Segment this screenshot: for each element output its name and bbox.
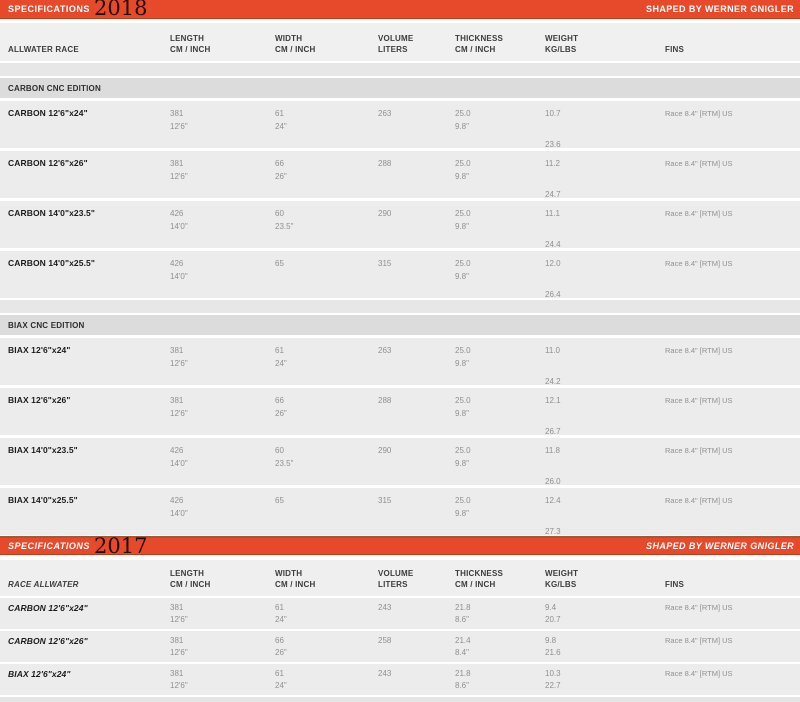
- weight-cell: [545, 151, 665, 201]
- col-header-thickness-2018: [455, 23, 545, 61]
- thickness-cell: [455, 251, 545, 301]
- thickness-cell: [455, 101, 545, 151]
- length-inch-value: 14'0": [170, 509, 188, 518]
- shaper-credit-2017: SHAPED BY WERNER GNIGLER: [646, 541, 794, 551]
- thickness-cell: [455, 438, 545, 488]
- weight-lbs-value: 24.2: [545, 377, 561, 386]
- thickness-inch-value: 8.6": [455, 681, 469, 690]
- model-cell: [8, 101, 170, 151]
- col-header-length-line1: LENGTH: [170, 569, 205, 578]
- length-cm-value: 381: [170, 159, 184, 168]
- fins-cell: [665, 631, 800, 662]
- col-header-width-line1: WIDTH: [275, 34, 303, 43]
- spec-table-row: [0, 151, 800, 198]
- col-header-model-label: RACE ALLWATER: [8, 580, 79, 589]
- model-cell: [8, 338, 170, 388]
- spec-table-row: [0, 631, 800, 662]
- thickness-cm-value: 25.0: [455, 209, 471, 218]
- weight-kg-value: 12.1: [545, 396, 561, 405]
- length-cell: [170, 338, 275, 388]
- col-header-length-line2: CM / INCH: [170, 45, 211, 54]
- col-header-volume-line2: LITERS: [378, 580, 408, 589]
- weight-lbs-value: 26.0: [545, 477, 561, 486]
- col-header-fins-label: FINS: [665, 580, 685, 589]
- col-header-weight-line1: WEIGHT: [545, 569, 579, 578]
- length-cell: [170, 438, 275, 488]
- fins-value: Race 8.4" [RTM] US: [665, 109, 733, 118]
- weight-cell: [545, 598, 665, 629]
- volume-cell: [378, 201, 455, 251]
- col-header-model-label: ALLWATER RACE: [8, 45, 79, 54]
- thickness-inch-value: 8.4": [455, 648, 469, 657]
- volume-cell: [378, 488, 455, 538]
- width-inch-value: 24": [275, 615, 287, 624]
- model-name: BIAX 14'0"x23.5": [8, 445, 78, 455]
- width-cell: [275, 598, 378, 629]
- fins-value: Race 8.4" [RTM] US: [665, 446, 733, 455]
- weight-cell: [545, 251, 665, 301]
- col-header-width-line2: CM / INCH: [275, 580, 316, 589]
- volume-value: 263: [378, 109, 392, 118]
- weight-lbs-value: 27.3: [545, 527, 561, 536]
- model-cell: [8, 438, 170, 488]
- column-header-row-2017: [0, 560, 800, 596]
- section-bar-2018: [0, 0, 800, 19]
- length-cm-value: 426: [170, 209, 184, 218]
- volume-value: 263: [378, 346, 392, 355]
- fins-value: Race 8.4" [RTM] US: [665, 496, 733, 505]
- col-header-weight-line2: KG/LBS: [545, 45, 577, 54]
- model-cell: [8, 664, 170, 695]
- fins-cell: [665, 488, 800, 538]
- thickness-cell: [455, 388, 545, 438]
- model-name: CARBON 12'6"x26": [8, 636, 88, 646]
- length-inch-value: 12'6": [170, 615, 188, 624]
- model-name: BIAX 12'6"x24": [8, 345, 71, 355]
- fins-value: Race 8.4" [RTM] US: [665, 259, 733, 268]
- spec-table-row: [0, 201, 800, 248]
- volume-cell: [378, 101, 455, 151]
- col-header-volume-2018: [378, 23, 455, 61]
- col-header-volume-line2: LITERS: [378, 45, 408, 54]
- col-header-width-line2: CM / INCH: [275, 45, 316, 54]
- width-cm-value: 65: [275, 259, 284, 268]
- weight-kg-value: 11.1: [545, 209, 560, 218]
- model-name: BIAX 14'0"x25.5": [8, 495, 78, 505]
- col-header-length-2018: [170, 23, 275, 61]
- group-header-label: CARBON CNC EDITION: [8, 83, 101, 93]
- spec-table-row: [0, 388, 800, 435]
- col-header-thickness-line1: THICKNESS: [455, 34, 504, 43]
- width-cell: [275, 151, 378, 201]
- spec-table-row: [0, 438, 800, 485]
- col-header-model-2017: [8, 560, 170, 596]
- width-inch-value: 24": [275, 359, 287, 368]
- thickness-cm-value: 25.0: [455, 446, 471, 455]
- weight-cell: [545, 488, 665, 538]
- spec-table-row: [0, 251, 800, 298]
- length-cell: [170, 664, 275, 695]
- width-inch-value: 24": [275, 681, 287, 690]
- column-header-row-2018: [0, 23, 800, 61]
- thickness-cm-value: 21.4: [455, 636, 471, 645]
- col-header-weight-2018: [545, 23, 665, 61]
- thickness-cell: [455, 631, 545, 662]
- weight-lbs-value: 22.7: [545, 681, 561, 690]
- length-cell: [170, 598, 275, 629]
- volume-cell: [378, 338, 455, 388]
- weight-cell: [545, 664, 665, 695]
- col-header-thickness-line2: CM / INCH: [455, 580, 496, 589]
- model-name: CARBON 12'6"x24": [8, 603, 88, 613]
- width-inch-value: 26": [275, 409, 287, 418]
- thickness-cm-value: 25.0: [455, 259, 471, 268]
- col-header-weight-line2: KG/LBS: [545, 580, 577, 589]
- length-cm-value: 426: [170, 496, 184, 505]
- length-cm-value: 426: [170, 446, 184, 455]
- length-cm-value: 426: [170, 259, 184, 268]
- thickness-cell: [455, 338, 545, 388]
- weight-cell: [545, 388, 665, 438]
- col-header-volume-line1: VOLUME: [378, 34, 414, 43]
- thickness-cm-value: 21.8: [455, 603, 471, 612]
- volume-value: 315: [378, 259, 392, 268]
- col-header-fins-label: FINS: [665, 45, 685, 54]
- width-cell: [275, 338, 378, 388]
- weight-kg-value: 12.0: [545, 259, 561, 268]
- spacer-strip: [0, 63, 800, 76]
- spec-table-row: [0, 664, 800, 695]
- spec-table-row: [0, 338, 800, 385]
- section-bar-2017: [0, 534, 800, 558]
- volume-value: 243: [378, 603, 392, 612]
- width-cm-value: 65: [275, 496, 284, 505]
- length-inch-value: 12'6": [170, 648, 188, 657]
- volume-value: 288: [378, 396, 392, 405]
- length-inch-value: 14'0": [170, 222, 188, 231]
- length-cell: [170, 631, 275, 662]
- weight-cell: [545, 338, 665, 388]
- length-inch-value: 14'0": [170, 459, 188, 468]
- model-cell: [8, 488, 170, 538]
- length-cell: [170, 388, 275, 438]
- shaper-credit-2018: SHAPED BY WERNER GNIGLER: [646, 4, 794, 14]
- thickness-cell: [455, 664, 545, 695]
- width-cell: [275, 251, 378, 301]
- thickness-cm-value: 21.8: [455, 669, 471, 678]
- fins-value: Race 8.4" [RTM] US: [665, 159, 733, 168]
- group-header-row: [0, 315, 800, 335]
- thickness-inch-value: 9.8": [455, 222, 469, 231]
- spec-table-row: [0, 488, 800, 535]
- weight-kg-value: 11.8: [545, 446, 560, 455]
- model-cell: [8, 631, 170, 662]
- width-cm-value: 61: [275, 346, 284, 355]
- width-cm-value: 61: [275, 669, 284, 678]
- volume-cell: [378, 631, 455, 662]
- width-inch-value: 24": [275, 122, 287, 131]
- width-inch-value: 23.5": [275, 459, 294, 468]
- weight-cell: [545, 101, 665, 151]
- model-cell: [8, 598, 170, 629]
- width-cm-value: 61: [275, 109, 284, 118]
- width-cell: [275, 388, 378, 438]
- thickness-inch-value: 9.8": [455, 409, 469, 418]
- thickness-cell: [455, 151, 545, 201]
- fins-cell: [665, 201, 800, 251]
- thickness-inch-value: 9.8": [455, 459, 469, 468]
- volume-cell: [378, 388, 455, 438]
- col-header-thickness-line2: CM / INCH: [455, 45, 496, 54]
- fins-value: Race 8.4" [RTM] US: [665, 603, 733, 612]
- col-header-thickness-line1: THICKNESS: [455, 569, 504, 578]
- weight-lbs-value: 24.7: [545, 190, 561, 199]
- length-inch-value: 14'0": [170, 272, 188, 281]
- volume-value: 315: [378, 496, 392, 505]
- thickness-inch-value: 8.6": [455, 615, 469, 624]
- thickness-inch-value: 9.8": [455, 509, 469, 518]
- model-name: BIAX 12'6"x26": [8, 395, 71, 405]
- weight-lbs-value: 26.7: [545, 427, 561, 436]
- width-cm-value: 66: [275, 396, 284, 405]
- col-header-model-2018: [8, 23, 170, 61]
- volume-cell: [378, 598, 455, 629]
- length-cell: [170, 101, 275, 151]
- fins-cell: [665, 664, 800, 695]
- table-body-2018: [0, 63, 800, 535]
- volume-value: 290: [378, 446, 392, 455]
- width-inch-value: 26": [275, 172, 287, 181]
- length-cm-value: 381: [170, 396, 184, 405]
- width-cell: [275, 631, 378, 662]
- spec-table-row: [0, 598, 800, 629]
- length-cm-value: 381: [170, 109, 184, 118]
- length-inch-value: 12'6": [170, 359, 188, 368]
- col-header-volume-line1: VOLUME: [378, 569, 414, 578]
- weight-cell: [545, 631, 665, 662]
- group-header-label: BIAX CNC EDITION: [8, 320, 85, 330]
- width-cell: [275, 201, 378, 251]
- model-cell: [8, 388, 170, 438]
- fins-value: Race 8.4" [RTM] US: [665, 636, 733, 645]
- weight-kg-value: 11.2: [545, 159, 560, 168]
- length-cm-value: 381: [170, 346, 184, 355]
- length-cell: [170, 488, 275, 538]
- thickness-cell: [455, 488, 545, 538]
- model-name: BIAX 12'6"x24": [8, 669, 71, 679]
- volume-cell: [378, 438, 455, 488]
- col-header-width-line1: WIDTH: [275, 569, 303, 578]
- fins-cell: [665, 101, 800, 151]
- col-header-fins-2017: [665, 560, 800, 596]
- model-name: CARBON 12'6"x26": [8, 158, 88, 168]
- col-header-thickness-2017: [455, 560, 545, 596]
- width-cell: [275, 438, 378, 488]
- weight-lbs-value: 24.4: [545, 240, 561, 249]
- weight-kg-value: 9.4: [545, 603, 557, 612]
- fins-cell: [665, 598, 800, 629]
- col-header-volume-2017: [378, 560, 455, 596]
- fins-value: Race 8.4" [RTM] US: [665, 669, 733, 678]
- col-header-length-2017: [170, 560, 275, 596]
- group-header-row: [0, 78, 800, 98]
- thickness-cell: [455, 201, 545, 251]
- weight-lbs-value: 20.7: [545, 615, 561, 624]
- fins-value: Race 8.4" [RTM] US: [665, 396, 733, 405]
- model-name: CARBON 14'0"x25.5": [8, 258, 95, 268]
- weight-kg-value: 9.8: [545, 636, 557, 645]
- volume-value: 243: [378, 669, 392, 678]
- length-inch-value: 12'6": [170, 681, 188, 690]
- width-cell: [275, 488, 378, 538]
- col-header-length-line1: LENGTH: [170, 34, 205, 43]
- specifications-label-2018: SPECIFICATIONS: [8, 4, 90, 14]
- model-name: CARBON 12'6"x24": [8, 108, 88, 118]
- model-name: CARBON 14'0"x23.5": [8, 208, 95, 218]
- weight-lbs-value: 23.6: [545, 140, 561, 149]
- thickness-cm-value: 25.0: [455, 496, 471, 505]
- width-inch-value: 23.5": [275, 222, 294, 231]
- length-cm-value: 381: [170, 603, 184, 612]
- col-header-width-2017: [275, 560, 378, 596]
- specifications-label-2017: SPECIFICATIONS: [8, 541, 90, 551]
- weight-cell: [545, 438, 665, 488]
- volume-cell: [378, 664, 455, 695]
- volume-value: 258: [378, 636, 392, 645]
- weight-lbs-value: 26.4: [545, 290, 561, 299]
- table-body-2017: [0, 598, 800, 695]
- fins-cell: [665, 251, 800, 301]
- model-cell: [8, 151, 170, 201]
- fins-cell: [665, 388, 800, 438]
- fins-cell: [665, 338, 800, 388]
- spacer-strip: [0, 300, 800, 313]
- volume-value: 288: [378, 159, 392, 168]
- length-inch-value: 12'6": [170, 409, 188, 418]
- volume-value: 290: [378, 209, 392, 218]
- thickness-cm-value: 25.0: [455, 159, 471, 168]
- length-cm-value: 381: [170, 636, 184, 645]
- thickness-cm-value: 25.0: [455, 396, 471, 405]
- thickness-inch-value: 9.8": [455, 172, 469, 181]
- length-cm-value: 381: [170, 669, 184, 678]
- spec-table-row: [0, 101, 800, 148]
- year-label-2017: 2017: [94, 534, 148, 558]
- width-cm-value: 66: [275, 636, 284, 645]
- width-cell: [275, 664, 378, 695]
- width-inch-value: 26": [275, 648, 287, 657]
- weight-kg-value: 10.7: [545, 109, 561, 118]
- col-header-length-line2: CM / INCH: [170, 580, 211, 589]
- col-header-width-2018: [275, 23, 378, 61]
- fins-value: Race 8.4" [RTM] US: [665, 209, 733, 218]
- model-cell: [8, 201, 170, 251]
- volume-cell: [378, 151, 455, 201]
- length-inch-value: 12'6": [170, 122, 188, 131]
- weight-kg-value: 10.3: [545, 669, 561, 678]
- width-cell: [275, 101, 378, 151]
- weight-kg-value: 12.4: [545, 496, 561, 505]
- weight-cell: [545, 201, 665, 251]
- thickness-cm-value: 25.0: [455, 346, 471, 355]
- thickness-cell: [455, 598, 545, 629]
- thickness-inch-value: 9.8": [455, 272, 469, 281]
- length-cell: [170, 151, 275, 201]
- year-label-2018: 2018: [94, 0, 148, 20]
- weight-lbs-value: 21.6: [545, 648, 561, 657]
- thickness-inch-value: 9.8": [455, 122, 469, 131]
- col-header-fins-2018: [665, 23, 800, 61]
- thickness-inch-value: 9.8": [455, 359, 469, 368]
- length-cell: [170, 201, 275, 251]
- length-cell: [170, 251, 275, 301]
- fins-cell: [665, 438, 800, 488]
- width-cm-value: 60: [275, 209, 284, 218]
- fins-value: Race 8.4" [RTM] US: [665, 346, 733, 355]
- model-cell: [8, 251, 170, 301]
- width-cm-value: 60: [275, 446, 284, 455]
- col-header-weight-2017: [545, 560, 665, 596]
- width-cm-value: 61: [275, 603, 284, 612]
- weight-kg-value: 11.0: [545, 346, 560, 355]
- volume-cell: [378, 251, 455, 301]
- fins-cell: [665, 151, 800, 201]
- col-header-weight-line1: WEIGHT: [545, 34, 579, 43]
- width-cm-value: 66: [275, 159, 284, 168]
- length-inch-value: 12'6": [170, 172, 188, 181]
- thickness-cm-value: 25.0: [455, 109, 471, 118]
